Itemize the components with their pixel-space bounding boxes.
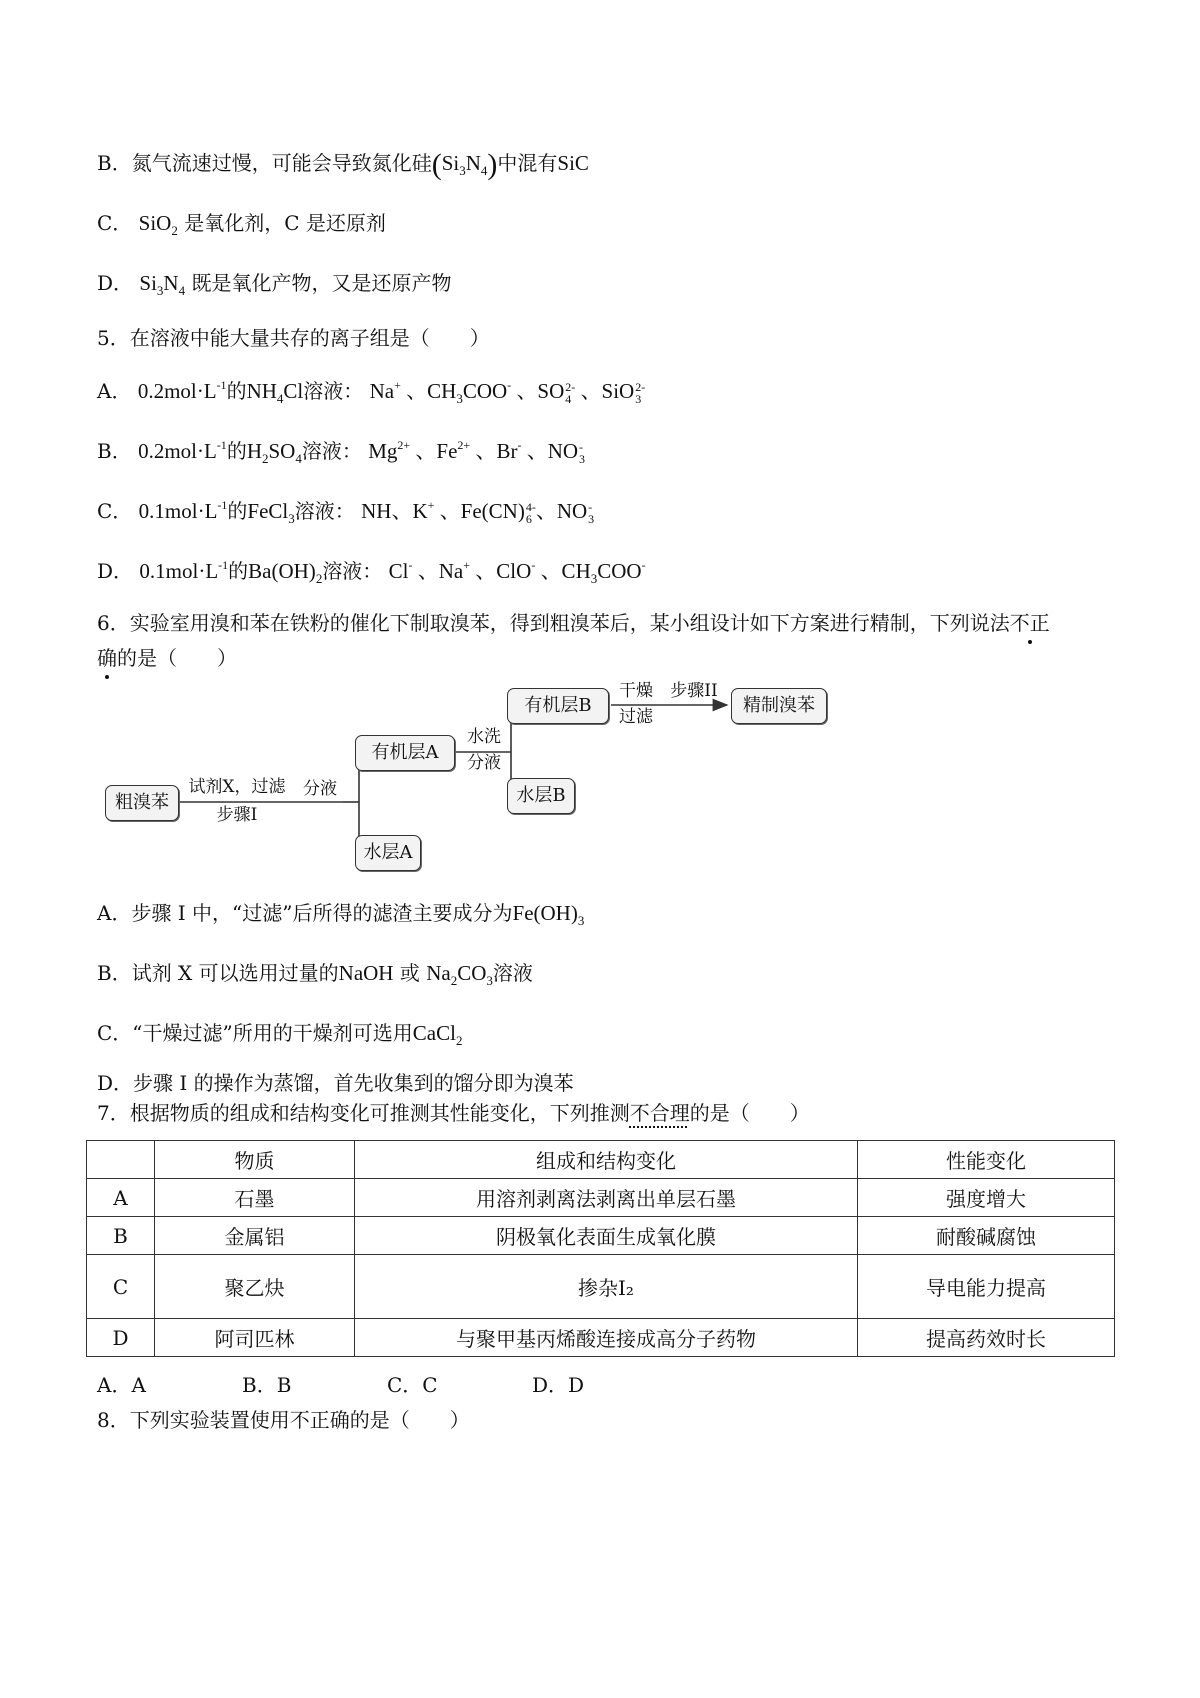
q5-option-a: A． $0.2mol\cdot L^{-1}$的$NH_4Cl$溶液： Na+ 、$CH_3COO^-$ 、SO 2- 4 、SiO 2- 3 <box>97 378 646 407</box>
table-cell: C <box>87 1255 155 1319</box>
q7-option: D．D <box>532 1373 585 1397</box>
flow-wash-bottom: 分液 <box>467 753 501 773</box>
table-cell: 耐酸碱腐蚀 <box>858 1217 1115 1255</box>
table-cell: D <box>87 1319 155 1357</box>
q6-stem-line2: 确的是（ ） <box>97 643 237 673</box>
flow-step1-bottom: 步骤I <box>216 805 258 825</box>
flow-dry-bottom: 过滤 <box>619 707 653 727</box>
table-cell: A <box>87 1179 155 1217</box>
table-header-cell: 性能变化 <box>858 1141 1115 1179</box>
q7-option: B．B <box>242 1373 292 1397</box>
table-row <box>87 1217 1115 1255</box>
q7-stem: 7．根据物质的组成和结构变化可推测其性能变化，下列推测不合理的是（ ） <box>97 1101 810 1125</box>
q5-stem: 5．在溶液中能大量共存的离子组是（ ） <box>97 326 490 350</box>
q6-option-b: B．试剂 X 可以选用过量的NaOH 或 $Na_2CO_3$溶液 <box>97 961 533 988</box>
table-cell: 与聚甲基丙烯酸连接成高分子药物 <box>355 1319 858 1357</box>
flow-organic-layer-a: 有机层A <box>355 735 455 771</box>
table-cell: 阴极氧化表面生成氧化膜 <box>355 1217 858 1255</box>
q4-option-d: D． $Si_3N_4$ 既是氧化产物，又是还原产物 <box>97 271 452 298</box>
table-cell: 强度增大 <box>858 1179 1115 1217</box>
q7-table <box>86 1140 1115 1357</box>
flow-step1-top: 试剂X，过滤 <box>188 777 286 797</box>
flow-wash-top: 水洗 <box>467 727 501 747</box>
q4-option-c: C． SiO$_2$ 是氧化剂，C 是还原剂 <box>97 211 386 238</box>
table-cell: 聚乙炔 <box>155 1255 355 1319</box>
table-row <box>87 1255 1115 1319</box>
flow-organic-layer-b: 有机层B <box>507 688 609 724</box>
q7-options <box>97 1370 677 1400</box>
table-cell: 石墨 <box>155 1179 355 1217</box>
table-row <box>87 1319 1115 1357</box>
q5-option-b: B． $0.2mol\cdot L^{-1}$的$H_2SO_4$溶液： $Mg^{2+}$ 、$Fe^{2+}$ 、Br- 、NO - 3 <box>97 438 586 467</box>
flow-water-layer-b: 水层B <box>507 778 575 814</box>
flow-crude-bromobenzene: 粗溴苯 <box>105 785 179 821</box>
q5-option-d: D． $0.1mol\cdot L^{-1}$的$Ba(OH)_2$溶液： Cl- 、Na+ 、ClO- 、$CH_3COO^-$ <box>97 558 646 586</box>
q8-stem: 8．下列实验装置使用不正确的是（ ） <box>97 1408 470 1432</box>
q6-option-c: C．“干燥过滤”所用的干燥剂可选用CaCl$_2$ <box>97 1021 463 1048</box>
q7-option: C．C <box>387 1373 438 1397</box>
q7-option: A．A <box>97 1373 146 1397</box>
flow-water-layer-a: 水层A <box>355 835 421 871</box>
table-cell: 提高药效时长 <box>858 1319 1115 1357</box>
flow-dry-top: 干燥 <box>619 681 653 701</box>
flow-refined-bromobenzene: 精制溴苯 <box>731 688 827 724</box>
flow-step2: 步骤II <box>670 681 718 701</box>
table-cell: 用溶剂剥离法剥离出单层石墨 <box>355 1179 858 1217</box>
flow-separate: 分液 <box>303 779 337 799</box>
table-row <box>87 1179 1115 1217</box>
table-header-cell: 物质 <box>155 1141 355 1179</box>
q6-option-a: A．步骤 I 中，“过滤”后所得的滤渣主要成分为$Fe(OH)_3$ <box>97 901 585 928</box>
q6-option-d: D．步骤 I 的操作为蒸馏，首先收集到的馏分即为溴苯 <box>97 1071 574 1095</box>
table-cell: 掺杂I₂ <box>355 1255 858 1319</box>
table-cell: B <box>87 1217 155 1255</box>
table-cell: 金属铝 <box>155 1217 355 1255</box>
q6-flowchart <box>97 681 877 875</box>
q4-option-b: B．氮气流速过慢，可能会导致氮化硅$(Si_3N_4)$中混有SiC <box>97 148 589 181</box>
table-header-row <box>87 1141 1115 1179</box>
table-header-cell: 组成和结构变化 <box>355 1141 858 1179</box>
q5-option-c: C． $0.1mol\cdot L^{-1}$的FeCl$_3$溶液： NH、K+ 、Fe(CN) 4- 6 、NO - 3 <box>97 498 595 527</box>
q6-stem-line1: 6．实验室用溴和苯在铁粉的催化下制取溴苯，得到粗溴苯后，某小组设计如下方案进行精制，下列说法不正 <box>97 608 1050 638</box>
table-cell: 阿司匹林 <box>155 1319 355 1357</box>
table-header-cell <box>87 1141 155 1179</box>
table-cell: 导电能力提高 <box>858 1255 1115 1319</box>
